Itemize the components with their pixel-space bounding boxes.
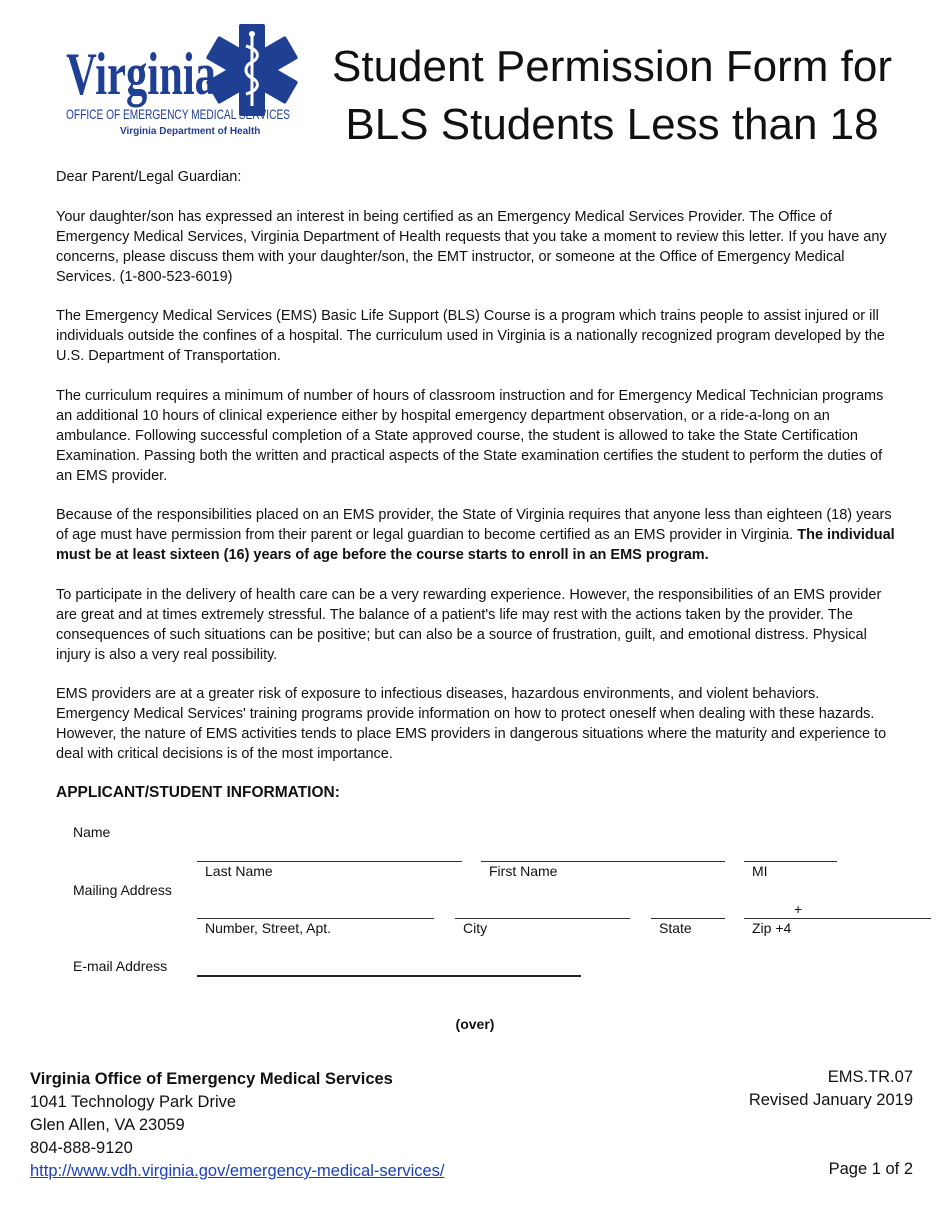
- state-field[interactable]: [651, 918, 725, 919]
- logo-line2: OFFICE OF EMERGENCY MEDICAL SERVICES: [66, 106, 290, 122]
- zip-plus-sign: +: [794, 901, 803, 917]
- footer-address-1: 1041 Technology Park Drive: [30, 1093, 237, 1111]
- paragraph-risks: EMS providers are at a greater risk of exposure to infectious diseases, hazardous environments, and violent behaviors. Emergency Medical Services' training programs provide information on how to protect oneself when dealing with these hazards. However, the nature of EMS activities tends to place EMS providers in dangerous situations where the maturity and experience to deal with critical decisions is of the most importance.: [56, 686, 887, 762]
- first-name-field[interactable]: [481, 861, 725, 862]
- name-label: Name: [73, 824, 111, 840]
- page-title: [318, 38, 906, 154]
- title-line-1: Student Permission Form for: [332, 42, 892, 91]
- revised-date: Revised January 2019: [748, 1091, 913, 1109]
- virginia-oems-logo: [64, 22, 296, 140]
- city-caption: City: [463, 920, 488, 936]
- paragraph-intro: Your daughter/son has expressed an interest in being certified as an Emergency Medical Services Provider. The Office of Emergency Medical Services, Virginia Department of Health requests that you take a moment to review this letter. If you have any concerns, please discuss them with your daughter/son, the EMT instructor, or someone at the Office of Emergency Medical Services. (1-800-523-6019): [56, 209, 887, 285]
- email-field[interactable]: [197, 975, 581, 977]
- age-requirement-bold: The individual must be at least sixteen (16) years of age before the course starts to enroll in an EMS program.: [56, 527, 895, 563]
- zip-field[interactable]: [744, 918, 931, 919]
- salutation: Dear Parent/Legal Guardian:: [56, 169, 242, 185]
- footer-website-link[interactable]: http://www.vdh.virginia.gov/emergency-medical-services/: [30, 1162, 445, 1180]
- zip-caption: Zip +4: [752, 920, 792, 936]
- state-caption: State: [659, 920, 692, 936]
- last-name-caption: Last Name: [205, 863, 273, 879]
- mi-field[interactable]: [744, 861, 837, 862]
- city-field[interactable]: [455, 918, 630, 919]
- last-name-field[interactable]: [197, 861, 462, 862]
- footer-org: Virginia Office of Emergency Medical Services: [30, 1070, 393, 1088]
- first-name-caption: First Name: [489, 863, 558, 879]
- age-requirement-text: Because of the responsibilities placed on an EMS provider, the State of Virginia requires that anyone less than eighteen (18) years of age must have permission from their parent or legal guardian to become certified as an EMS provider in Virginia.: [56, 507, 892, 543]
- mailing-address-label: Mailing Address: [73, 882, 172, 898]
- email-label: E-mail Address: [73, 958, 168, 974]
- mi-caption: MI: [752, 863, 768, 879]
- logo-line3: Virginia Department of Health: [120, 126, 261, 137]
- section-heading: APPLICANT/STUDENT INFORMATION:: [56, 784, 340, 801]
- paragraph-bls-course: The Emergency Medical Services (EMS) Basic Life Support (BLS) Course is a program which trains people to assist injured or ill individuals outside the confines of a hospital. The curriculum used in Virginia is a nationally recognized program developed by the U.S. Department of Transportation.: [56, 308, 885, 364]
- logo-word: Virginia: [66, 41, 216, 107]
- title-line-2: BLS Students Less than 18: [345, 100, 879, 149]
- paragraph-responsibilities: To participate in the delivery of health care can be a very rewarding experience. However, the responsibilities of an EMS provider are great and at times extremely stressful. The balance of a patient's life may rest with the actions taken by the provider. The consequences of such situations can be positive; but can also be a source of frustration, guilt, and emotional distress. Physical injury is also a very real possibility.: [56, 587, 882, 663]
- street-field[interactable]: [197, 918, 434, 919]
- footer-phone: 804-888-9120: [30, 1139, 133, 1157]
- over-note: (over): [455, 1016, 495, 1032]
- star-of-life-icon: [206, 24, 299, 116]
- street-caption: Number, Street, Apt.: [205, 920, 332, 936]
- paragraph-age-requirement: [56, 505, 896, 565]
- form-code: EMS.TR.07: [827, 1068, 913, 1086]
- paragraph-curriculum: The curriculum requires a minimum of number of hours of classroom instruction and for Emergency Medical Technician programs an additional 10 hours of clinical experience either by hospital emergency department observation, or a ride-a-long on an ambulance. Following successful completion of a State approved course, the student is allowed to take the State Certification Examination. Passing both the written and practical aspects of the State examination certifies the student to perform the duties of an EMS provider.: [56, 388, 884, 484]
- page-number: Page 1 of 2: [828, 1160, 913, 1178]
- footer-address-2: Glen Allen, VA 23059: [30, 1116, 185, 1134]
